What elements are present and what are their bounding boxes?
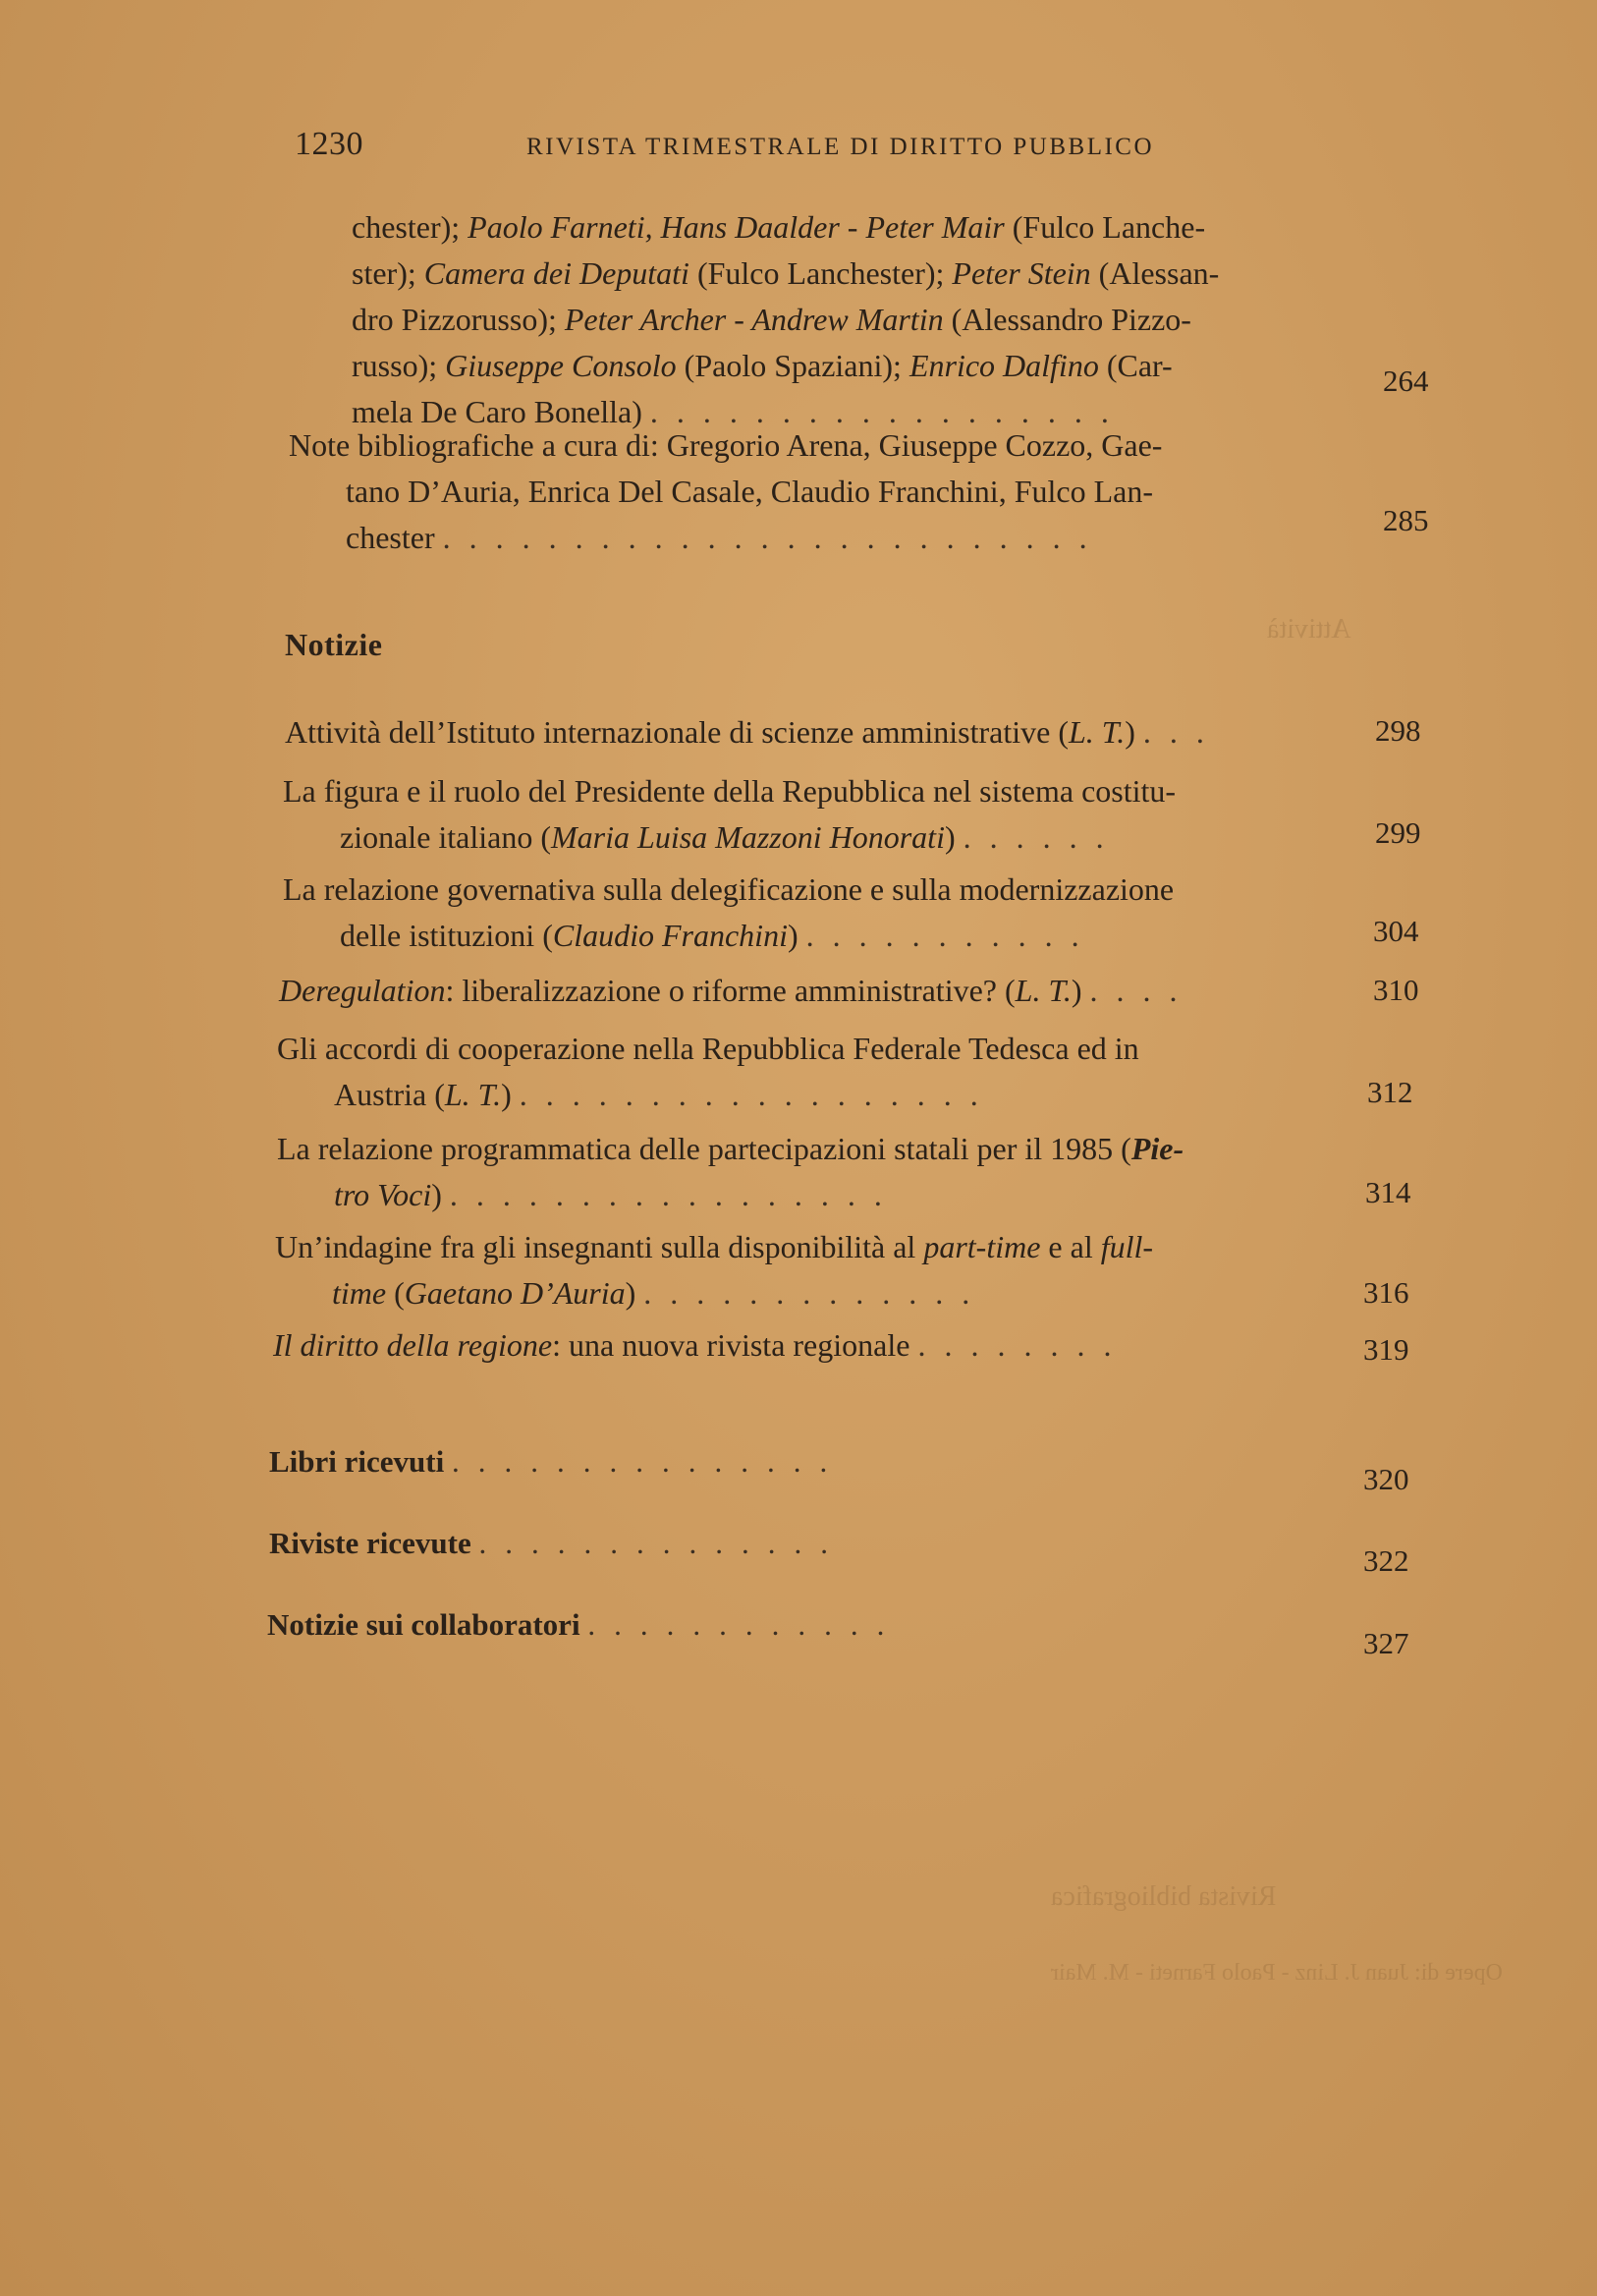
show-through-text: Opere di: Juan J. Linz - Paolo Farneti - M. Mair bbox=[1051, 1960, 1503, 1986]
toc-entry-note-bibliografiche: Note bibliografiche a cura di: Gregorio Arena, Giuseppe Cozzo, Gae- tano D’Auria, Enrica Del Casale, Claudio Franchini, Fulco Lan- chester ......................... bbox=[289, 427, 1163, 555]
toc-entry: La relazione governativa sulla delegificazione e sulla modernizzazione delle istituzioni (Claudio Franchini) ........... bbox=[283, 871, 1175, 953]
page-ref: 298 bbox=[1375, 713, 1421, 748]
toc-entry: Gli accordi di cooperazione nella Repubblica Federale Tedesca ed in Austria (L. T.) .................. bbox=[277, 1031, 1139, 1112]
page-ref: 322 bbox=[1363, 1543, 1409, 1578]
page-ref: 319 bbox=[1363, 1332, 1409, 1367]
show-through-text: Rivista bibliografica bbox=[1051, 1881, 1277, 1912]
leader-dots: ......................... bbox=[442, 520, 1106, 555]
page-ref: 310 bbox=[1373, 973, 1419, 1007]
toc-line: russo); Giuseppe Consolo (Paolo Spaziani); Enrico Dalfino (Car- bbox=[352, 348, 1173, 383]
page-number: 1230 bbox=[295, 126, 363, 162]
page-ref: 264 bbox=[1383, 364, 1429, 398]
section-title-notizie: Notizie bbox=[285, 627, 383, 662]
page-ref: 327 bbox=[1363, 1626, 1409, 1660]
page-ref: 304 bbox=[1373, 914, 1419, 948]
toc-entry-libri-ricevuti: Libri ricevuti ............... bbox=[269, 1444, 847, 1479]
toc-entry: La figura e il ruolo del Presidente della Repubblica nel sistema costitu- zionale italiano (Maria Luisa Mazzoni Honorati) ...... bbox=[283, 773, 1177, 855]
running-title: RIVISTA TRIMESTRALE DI DIRITTO PUBBLICO bbox=[526, 134, 1155, 160]
page-ref: 285 bbox=[1383, 503, 1429, 537]
page-ref: 299 bbox=[1375, 815, 1421, 850]
toc-line: dro Pizzorusso); Peter Archer - Andrew Martin (Alessandro Pizzo- bbox=[352, 302, 1191, 337]
page-header bbox=[295, 126, 1424, 169]
toc-entry: La relazione programmatica delle partecipazioni statali per il 1985 (Pie- tro Voci) ................. bbox=[277, 1131, 1184, 1212]
leader-dots: .................. bbox=[649, 394, 1128, 429]
page-ref: 312 bbox=[1367, 1075, 1413, 1109]
page-ref: 316 bbox=[1363, 1275, 1409, 1310]
toc-entry-notizie-collaboratori: Notizie sui collaboratori ............ bbox=[267, 1607, 904, 1642]
toc-line: chester); Paolo Farneti, Hans Daalder - Peter Mair (Fulco Lanche- bbox=[352, 209, 1206, 245]
toc-entry: Un’indagine fra gli insegnanti sulla disponibilità al part-time e al full- time (Gaetano D’Auria) ............. bbox=[275, 1229, 1154, 1311]
toc-line: ster); Camera dei Deputati (Fulco Lanchester); Peter Stein (Alessan- bbox=[352, 255, 1220, 291]
page-ref: 314 bbox=[1365, 1175, 1411, 1209]
toc-entry-riviste-ricevute: Riviste ricevute .............. bbox=[269, 1526, 847, 1560]
toc-entry: Il diritto della regione: una nuova rivista regionale ........ bbox=[273, 1327, 1130, 1363]
toc-entry: Deregulation: liberalizzazione o riforme amministrative? (L. T.) .... bbox=[279, 973, 1196, 1008]
toc-line: mela De Caro Bonella) .................. bbox=[352, 394, 1128, 429]
toc-entry-recensioni bbox=[352, 204, 1353, 435]
page-ref: 320 bbox=[1363, 1462, 1409, 1496]
show-through-text: Attività bbox=[1267, 614, 1351, 644]
toc-entry: Attività dell’Istituto internazionale di scienze amministrative (L. T.) ... bbox=[285, 714, 1223, 750]
